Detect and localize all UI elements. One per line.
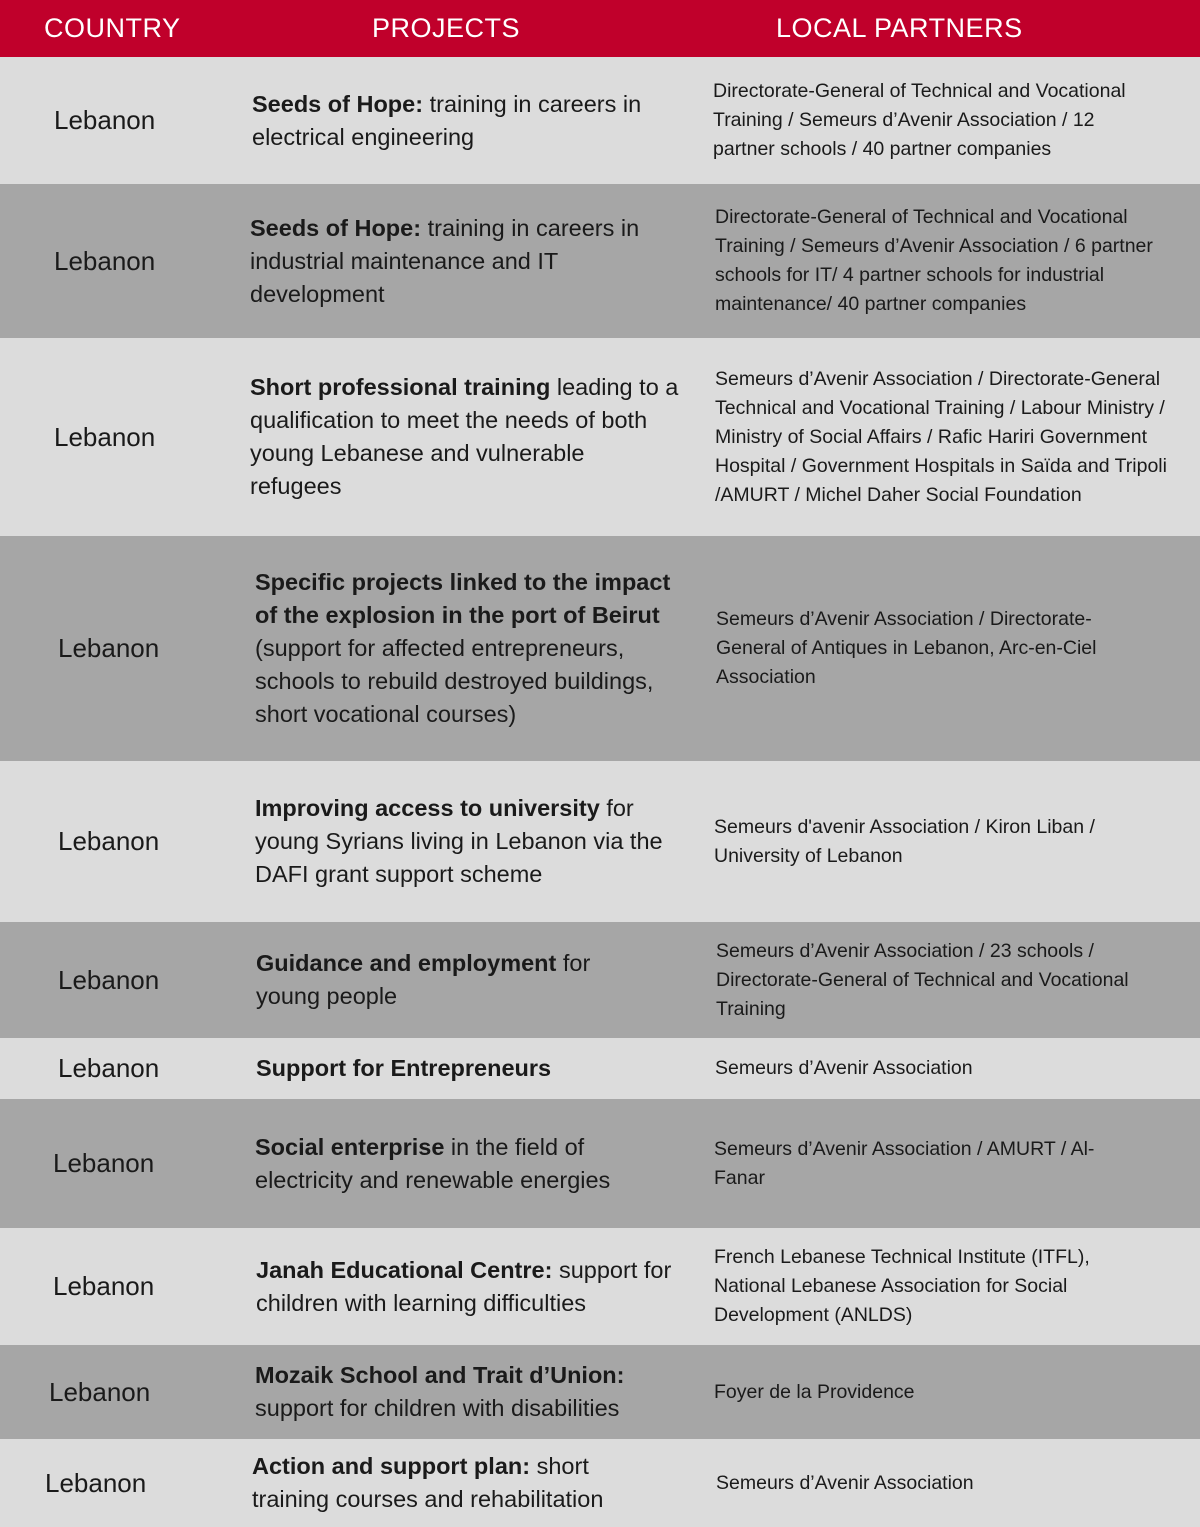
- project-title: Janah Educational Centre:: [256, 1256, 553, 1283]
- table-row: [0, 1228, 1200, 1345]
- country-cell: Lebanon: [54, 421, 156, 452]
- header-local-partners: LOCAL PARTNERS: [776, 13, 1023, 43]
- table-row: [0, 184, 1200, 338]
- project-description: for young Syrians living in Lebanon via the DAFI grant support scheme: [255, 795, 663, 887]
- partners-cell: Semeurs d’Avenir Association: [716, 1471, 974, 1494]
- project-description: (support for affected entrepreneurs, schools to rebuild destroyed buildings, short vocational courses): [255, 635, 654, 727]
- project-cell: [252, 88, 652, 154]
- project-description: in the field of electricity and renewable energies: [255, 1133, 611, 1193]
- project-title: Guidance and employment: [256, 950, 557, 976]
- project-cell: [255, 1131, 675, 1197]
- country-cell: Lebanon: [45, 1467, 147, 1498]
- partners-cell: Semeurs d’Avenir Association / Directorate-General of Antiques in Lebanon, Arc-en-Ciel Association: [716, 608, 1097, 688]
- table-row: [0, 1038, 1200, 1099]
- project-title: Support for Entrepreneurs: [256, 1055, 552, 1081]
- header-country: COUNTRY: [44, 13, 181, 43]
- country-cell: Lebanon: [58, 826, 160, 856]
- project-title: Mozaik School and Trait d’Union:: [255, 1362, 625, 1388]
- project-cell: [252, 1450, 672, 1516]
- project-title: Action and support plan:: [252, 1453, 531, 1479]
- project-title: Improving access to university: [255, 795, 600, 821]
- project-cell: [256, 1052, 551, 1085]
- project-title: Specific projects linked to the impact of the explosion in the port of Beirut: [255, 569, 671, 628]
- table-row: [0, 338, 1200, 536]
- project-title: Short professional training: [250, 374, 551, 400]
- project-description: support for children with disabilities: [255, 1395, 620, 1421]
- country-cell: Lebanon: [53, 1271, 155, 1301]
- partners-cell: Semeurs d’Avenir Association: [715, 1057, 973, 1079]
- project-description: training in careers in industrial maintenance and IT development: [250, 214, 640, 307]
- project-cell: [256, 1254, 676, 1320]
- table-row: [0, 922, 1200, 1038]
- country-cell: Lebanon: [58, 633, 160, 663]
- country-cell: Lebanon: [54, 245, 156, 276]
- table-row: [0, 536, 1200, 761]
- project-description: training in careers in electrical engineering: [252, 90, 642, 150]
- country-cell: Lebanon: [53, 1148, 155, 1178]
- project-title: Social enterprise: [255, 1133, 445, 1160]
- country-cell: Lebanon: [49, 1376, 151, 1407]
- partners-cell: French Lebanese Technical Institute (ITFL), National Lebanese Association for Social Development (ANLDS): [714, 1246, 1090, 1326]
- project-cell: [255, 792, 675, 891]
- table-row: [0, 761, 1200, 922]
- table-row: [0, 57, 1200, 184]
- partners-cell: Foyer de la Providence: [714, 1380, 915, 1403]
- project-cell: [250, 371, 680, 503]
- table-header: [0, 0, 1200, 57]
- table-row: [0, 1345, 1200, 1439]
- partners-cell: Directorate-General of Technical and Vocational Training / Semeurs d’Avenir Association / 6 partner schools for IT/ 4 partner schools for industrial maintenance/ 40 partner companies: [715, 206, 1153, 315]
- country-cell: Lebanon: [54, 105, 156, 135]
- project-title: Seeds of Hope:: [252, 90, 424, 117]
- country-cell: Lebanon: [58, 1053, 160, 1083]
- project-cell: [256, 947, 656, 1013]
- project-cell: [255, 566, 680, 731]
- partners-cell: Semeurs d’Avenir Association / Directorate-General Technical and Vocational Training / Labour Ministry / Ministry of Social Affairs / Rafic Hariri Government Hospital / Government Hospitals in Saïda and Tripoli /AMURT / Michel Daher Social Foundation: [715, 367, 1167, 506]
- partners-cell: Semeurs d’Avenir Association / AMURT / Al-Fanar: [714, 1137, 1095, 1189]
- partners-cell: Semeurs d’Avenir Association / 23 schools / Directorate-General of Technical and Vocational Training: [716, 939, 1129, 1020]
- table-row: [0, 1099, 1200, 1228]
- project-description: short training courses and rehabilitation: [252, 1453, 604, 1512]
- partners-cell: Directorate-General of Technical and Vocational Training / Semeurs d’Avenir Association / 12 partner schools / 40 partner companies: [713, 80, 1126, 160]
- table-row: [0, 1439, 1200, 1527]
- header-projects: PROJECTS: [372, 13, 521, 43]
- project-description: support for children with learning difficulties: [256, 1256, 672, 1316]
- country-cell: Lebanon: [58, 964, 160, 995]
- project-cell: [250, 212, 670, 311]
- project-title: Seeds of Hope:: [250, 214, 422, 241]
- partners-cell: Semeurs d'avenir Association / Kiron Liban / University of Lebanon: [714, 815, 1095, 867]
- project-description: for young people: [256, 950, 591, 1009]
- project-description: leading to a qualification to meet the needs of both young Lebanese and vulnerable refugees: [250, 374, 679, 499]
- project-cell: [255, 1359, 675, 1425]
